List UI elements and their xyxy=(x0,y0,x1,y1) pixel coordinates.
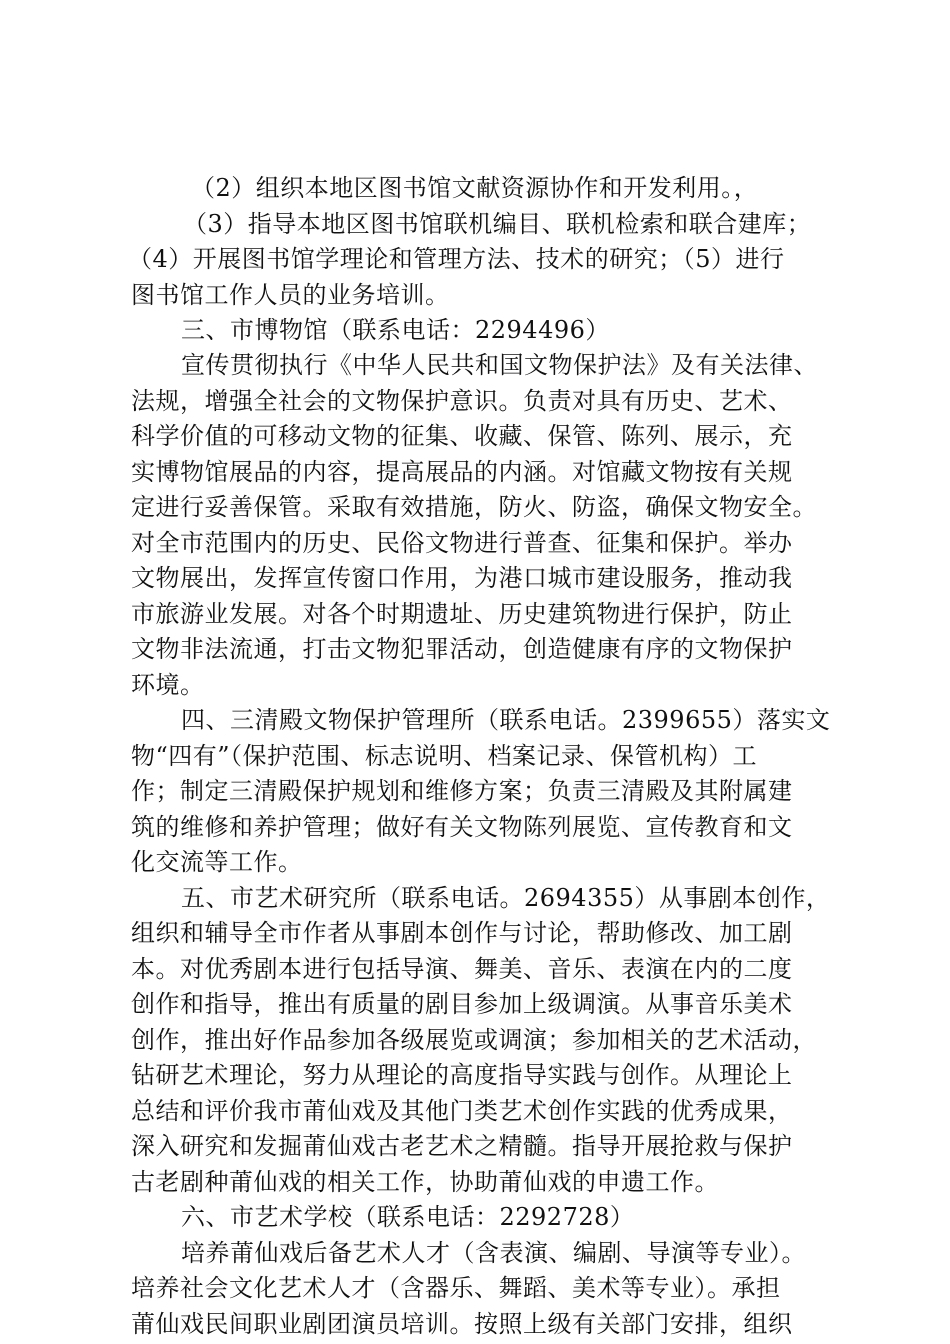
text-line: 化交流等工作。 xyxy=(131,848,303,876)
text-line: 莆仙戏民间职业剧团演员培训。按照上级有关部门安排，组织 xyxy=(131,1310,793,1338)
text-line: 筑的维修和养护管理；做好有关文物陈列展览、宣传教育和文 xyxy=(131,813,793,841)
section-heading: 四、三清殿文物保护管理所（联系电话。2399655）落实文 xyxy=(181,706,831,734)
text-line: 市旅游业发展。对各个时期遗址、历史建筑物进行保护，防止 xyxy=(131,600,793,628)
text-line: 文物展出，发挥宣传窗口作用，为港口城市建设服务，推动我 xyxy=(131,564,793,592)
text-line: 总结和评价我市莆仙戏及其他门类艺术创作实践的优秀成果， xyxy=(131,1097,793,1125)
section-heading: 六、市艺术学校（联系电话：2292728） xyxy=(181,1203,635,1231)
text-line: 培养社会文化艺术人才（含器乐、舞蹈、美术等专业）。承担 xyxy=(131,1274,781,1302)
text-line: 物“四有”（保护范围、标志说明、档案记录、保管机构）工 xyxy=(131,742,758,770)
text-line: 深入研究和发掘莆仙戏古老艺术之精髓。指导开展抢救与保护 xyxy=(131,1132,793,1160)
text-line: 作；制定三清殿保护规划和维修方案；负责三清殿及其附属建 xyxy=(131,777,793,805)
text-line: 创作和指导，推出有质量的剧目参加上级调演。从事音乐美术 xyxy=(131,990,793,1018)
text-line: （3）指导本地区图书馆联机编目、联机检索和联合建库； xyxy=(183,210,812,238)
text-line: 法规，增强全社会的文物保护意识。负责对具有历史、艺术、 xyxy=(131,387,793,415)
text-line: 文物非法流通，打击文物犯罪活动，创造健康有序的文物保护 xyxy=(131,635,793,663)
section-heading: 三、市博物馆（联系电话：2294496） xyxy=(181,316,610,344)
text-line: 科学价值的可移动文物的征集、收藏、保管、陈列、展示，充 xyxy=(131,422,793,450)
text-line: （4）开展图书馆学理论和管理方法、技术的研究；（5）进行 xyxy=(128,245,785,273)
text-line: 定进行妥善保管。采取有效措施，防火、防盗，确保文物安全。 xyxy=(131,493,817,521)
text-line: 宣传贯彻执行《中华人民共和国文物保护法》及有关法律、 xyxy=(181,351,818,379)
section-heading: 五、市艺术研究所（联系电话。2694355）从事剧本创作， xyxy=(181,884,831,912)
text-line: 培养莆仙戏后备艺术人才（含表演、编剧、导演等专业）。 xyxy=(181,1239,806,1267)
text-line: 环境。 xyxy=(131,671,205,699)
text-line: 对全市范围内的历史、民俗文物进行普查、征集和保护。举办 xyxy=(131,529,793,557)
text-line: 钻研艺术理论，努力从理论的高度指导实践与创作。从理论上 xyxy=(131,1061,793,1089)
text-line: 组织和辅导全市作者从事剧本创作与讨论，帮助修改、加工剧 xyxy=(131,919,793,947)
text-line: 古老剧种莆仙戏的相关工作，协助莆仙戏的申遗工作。 xyxy=(131,1168,719,1196)
text-line: 本。对优秀剧本进行包括导演、舞美、音乐、表演在内的二度 xyxy=(131,955,793,983)
text-line: 创作，推出好作品参加各级展览或调演；参加相关的艺术活动， xyxy=(131,1026,817,1054)
text-line: 实博物馆展品的内容，提高展品的内涵。对馆藏文物按有关规 xyxy=(131,458,793,486)
text-line: （2）组织本地区图书馆文献资源协作和开发利用。， xyxy=(191,174,759,202)
text-line: 图书馆工作人员的业务培训。 xyxy=(131,281,450,309)
